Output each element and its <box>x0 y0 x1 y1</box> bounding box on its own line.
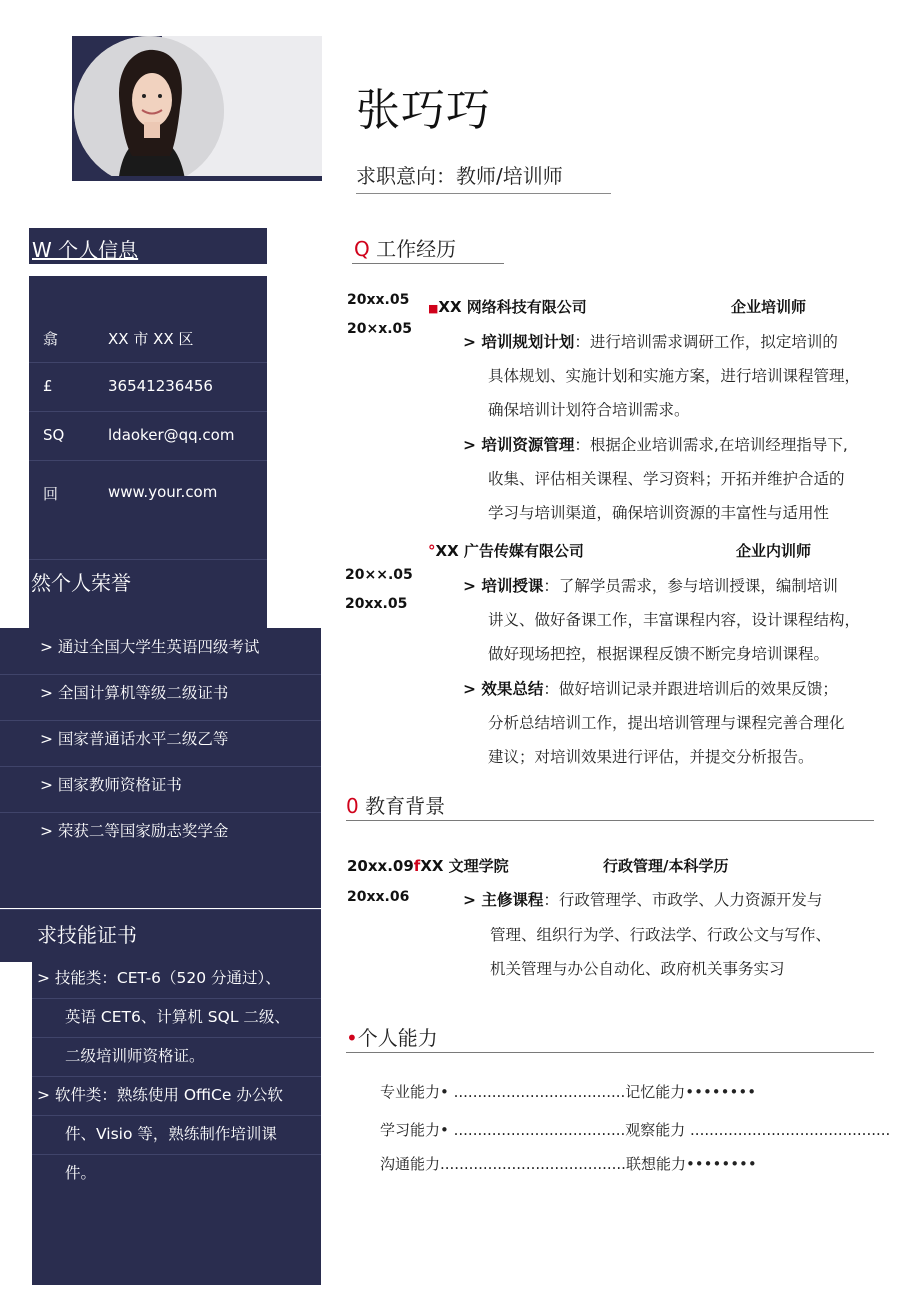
job-1-company: ■XX 网络科技有限公司 <box>428 298 587 316</box>
contact-phone <box>29 363 267 412</box>
ability-row: 学习能力• ....................................观察能力 .......................................... <box>380 1121 891 1139</box>
education-entry: 20xx.09fXX 文理学院 <box>347 857 509 875</box>
education-major: 行政管理/本科学历 <box>603 857 729 875</box>
education-courses: > 主修课程：行政管理学、市政学、人力资源开发与 <box>463 891 823 909</box>
desc-line: 做好现场把控，根据课程反馈不断完身培训课程。 <box>488 645 830 663</box>
job-2-item-2: > 效果总结：做好培训记录并跟进培训后的效果反馈； <box>463 680 838 698</box>
phone-value: 36541236456 <box>108 377 213 395</box>
desc-line: 学习与培训渠道，确保培训资源的丰富性与适用性 <box>488 504 830 522</box>
job-2-start: 20××.05 <box>345 567 413 583</box>
job-1-start: 20xx.05 <box>347 292 410 308</box>
honor-section-title: 然个人荣誉 <box>31 571 131 595</box>
email-value: ldaoker@qq.com <box>108 426 235 444</box>
desc-line: 建议；对培训效果进行评估，并提交分析报告。 <box>488 748 814 766</box>
ability-section-title: •个人能力 <box>346 1026 438 1050</box>
desc-line: 讲义、做好备课工作，丰富课程内容，设计课程结构， <box>488 611 861 629</box>
ability-mark-icon: • <box>346 1026 358 1050</box>
honor-section-header <box>29 561 267 629</box>
ability-row: 沟通能力.......................................联想能力•••••••• <box>380 1155 757 1173</box>
job-2-company: °XX 广告传媒有限公司 <box>428 542 584 560</box>
list-item: 件、Visio 等，熟练制作培训课 <box>32 1117 321 1155</box>
job-2-item-1: > 培训授课：了解学员需求，参与培训授课，编制培训 <box>463 577 838 595</box>
list-item: 英语 CET6、计算机 SQL 二级、 <box>32 1000 321 1038</box>
contact-website <box>29 461 267 560</box>
avatar <box>74 36 224 181</box>
list-item: > 技能类：CET-6（520 分通过）、 <box>32 961 321 999</box>
education-mark-icon: 0 <box>346 794 359 818</box>
bullet-icon: f <box>413 857 421 875</box>
desc-line: 分析总结培训工作，提出培训管理与课程完善合理化 <box>488 714 845 732</box>
education-section-title: 0 教育背景 <box>346 794 446 818</box>
website-value: www.your.com <box>108 483 218 501</box>
skill-section-title: 求技能证书 <box>37 923 137 947</box>
list-item: > 国家教师资格证书 <box>0 766 321 813</box>
work-mark-icon: Q <box>354 237 370 261</box>
ability-row: 专业能力• ....................................记忆能力•••••••• <box>380 1083 757 1101</box>
divider <box>346 820 874 821</box>
desc-line: 机关管理与办公自动化、政府机关事务实习 <box>490 960 785 978</box>
candidate-name: 张巧巧 <box>356 85 491 136</box>
info-section-title: W 个人信息 <box>32 238 139 262</box>
bullet-icon: ■ <box>428 302 439 315</box>
list-item: > 荣获二等国家励志奖学金 <box>40 822 229 840</box>
job-2-end: 20xx.05 <box>345 596 408 612</box>
work-section-title: Q 工作经历 <box>354 237 457 261</box>
list-item: > 软件类：熟练使用 OffiCe 办公软 <box>32 1078 321 1116</box>
website-icon: 回 <box>43 485 59 503</box>
honor-list <box>0 628 321 908</box>
desc-line: 收集、评估相关课程、学习资料；开拓并维护合适的 <box>488 470 845 488</box>
job-intent: 求职意向：教师/培训师 <box>356 160 611 194</box>
desc-line: 具体规划、实施计划和实施方案，进行培训课程管理， <box>488 367 861 385</box>
contact-address <box>29 314 267 363</box>
skill-list <box>32 961 321 1285</box>
info-section-header <box>29 228 267 264</box>
list-item: > 全国计算机等级二级证书 <box>0 674 321 721</box>
location-icon: 翕 <box>43 330 59 348</box>
job-1-role: 企业培训师 <box>731 298 807 316</box>
divider <box>346 1052 874 1053</box>
job-1-end: 20×x.05 <box>347 321 413 337</box>
job-2-role: 企业内训师 <box>736 542 812 560</box>
desc-line: 确保培训计划符合培训需求。 <box>488 401 690 419</box>
list-item: > 国家普通话水平二级乙等 <box>0 720 321 767</box>
bullet-icon: ° <box>428 542 436 560</box>
person-silhouette-icon <box>74 36 224 181</box>
list-item: 二级培训师资格证。 <box>32 1039 321 1077</box>
desc-line: 管理、组织行为学、行政法学、行政公文与写作、 <box>490 926 832 944</box>
skill-section-header <box>0 909 321 962</box>
education-end: 20xx.06 <box>347 889 410 905</box>
job-1-item-1: > 培训规划计划：进行培训需求调研工作，拟定培训的 <box>463 333 838 351</box>
contact-email <box>29 412 267 461</box>
job-1-item-2: > 培训资源管理：根据企业培训需求,在培训经理指导下, <box>463 436 848 454</box>
phone-icon: £ <box>43 377 53 395</box>
divider <box>352 263 504 264</box>
address-value: XX 市 XX 区 <box>108 330 194 348</box>
list-item: 件。 <box>65 1164 97 1182</box>
list-item: > 通过全国大学生英语四级考试 <box>0 628 321 675</box>
email-icon: SQ <box>43 426 65 444</box>
profile-photo <box>72 36 322 181</box>
contact-info-panel <box>29 276 267 561</box>
